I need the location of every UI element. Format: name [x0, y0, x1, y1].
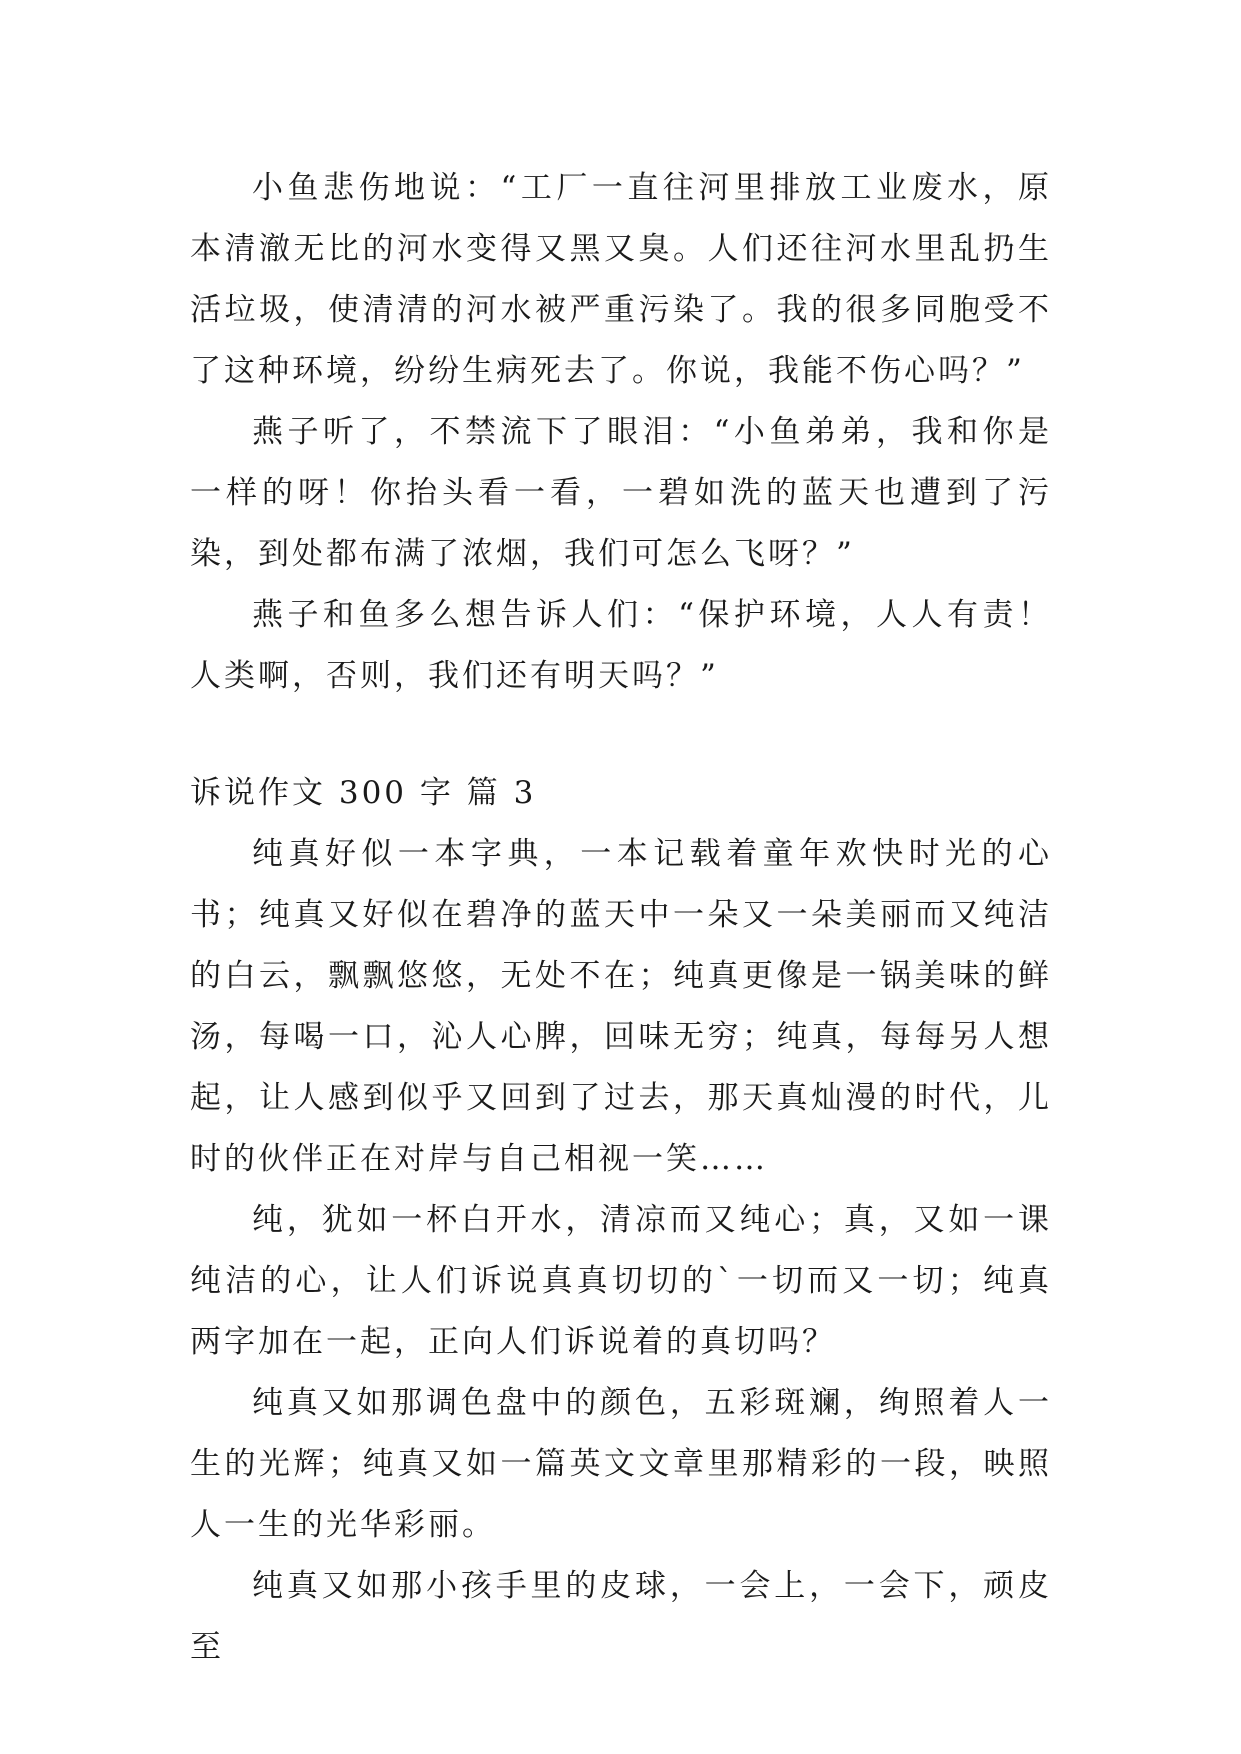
paragraph: 纯真又如那小孩手里的皮球，一会上，一会下，顽皮至: [190, 1568, 1052, 1665]
paragraph: 纯，犹如一杯白开水，清凉而又纯心；真，又如一课纯洁的心，让人们诉说真真切切的`一切而又一切；纯真两字加在一起，正向人们诉说着的真切吗？: [190, 1202, 1052, 1360]
document-page: [190, 158, 1052, 1678]
paragraph: 燕子听了，不禁流下了眼泪：“小鱼弟弟，我和你是一样的呀！你抬头看一看，一碧如洗的蓝天也遭到了污染，到处都布满了浓烟，我们可怎么飞呀？”: [190, 414, 1052, 572]
paragraph: 纯真好似一本字典，一本记载着童年欢快时光的心书；纯真又好似在碧净的蓝天中一朵又一朵美丽而又纯洁的白云，飘飘悠悠，无处不在；纯真更像是一锅美味的鲜汤，每喝一口，沁人心脾，回味无穷；纯真，每每另人想起，让人感到似乎又回到了过去，那天真灿漫的时代，儿时的伙伴正在对岸与自己相视一笑……: [190, 836, 1052, 1177]
paragraph: 小鱼悲伤地说：“工厂一直往河里排放工业废水，原本清澈无比的河水变得又黑又臭。人们还往河水里乱扔生活垃圾，使清清的河水被严重污染了。我的很多同胞受不了这种环境，纷纷生病死去了。你说，我能不伤心吗？”: [190, 170, 1052, 389]
paragraph: 纯真又如那调色盘中的颜色，五彩斑斓，绚照着人一生的光辉；纯真又如一篇英文文章里那精彩的一段，映照人一生的光华彩丽。: [190, 1385, 1052, 1543]
paragraph: 燕子和鱼多么想告诉人们：“保护环境，人人有责！人类啊，否则，我们还有明天吗？”: [190, 597, 1052, 694]
section-heading: 诉说作文 300 字 篇 3: [190, 775, 537, 811]
